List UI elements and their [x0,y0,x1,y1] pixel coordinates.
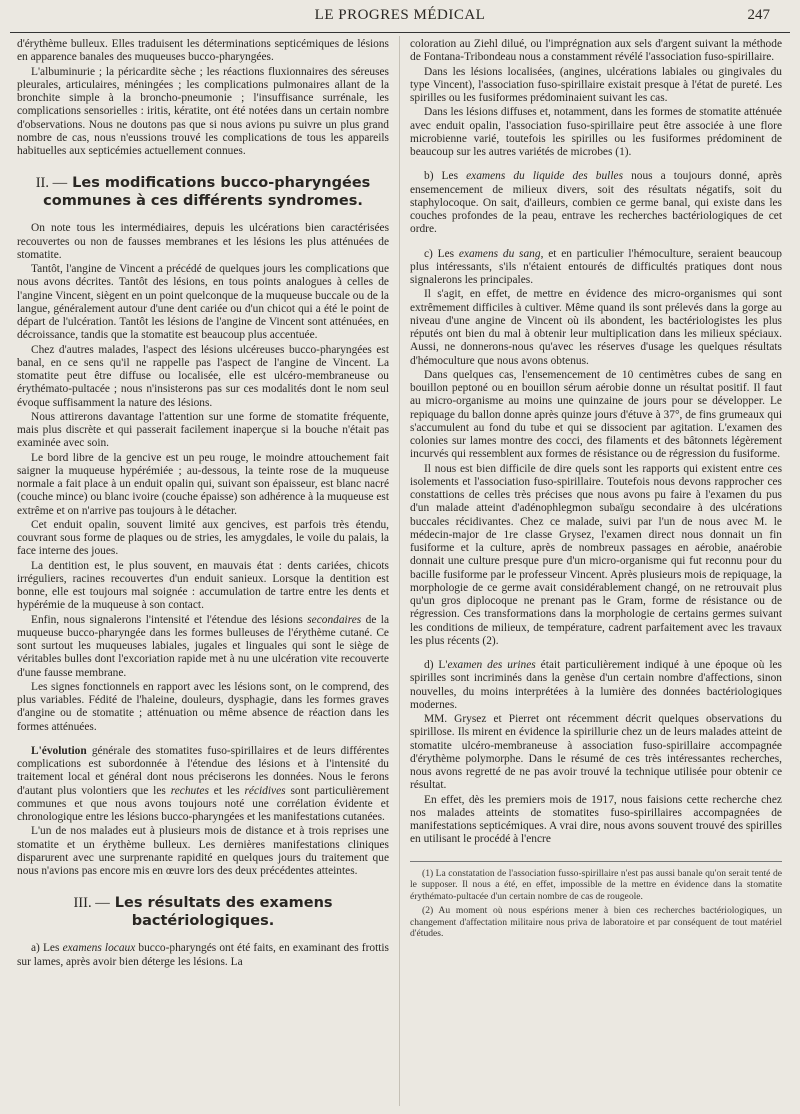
paragraph: coloration au Ziehl dilué, ou l'imprégnation aux sels d'argent suivant la méthode de Fontana-Tribondeau nous a constamment révélé l'association fuso-spirillaire. [410,38,782,64]
section-heading-ii [17,174,389,210]
text-run: a) Les [31,942,63,955]
header-rule [10,32,790,33]
text-run: c) Les [424,247,459,260]
section-number: II. — [35,175,68,192]
section-title: Les résultats des examens bactériologiques. [114,895,333,930]
paragraph [410,248,782,288]
text-run: était particulièrement indiqué à une époque où les spirilles sont incriminés dans la genèse d'un certain nombre d'affections, sinon nouvelles, du moins interprétées à la lumière des données bactériologiques modernes. [410,659,782,711]
paragraph: Nous attirerons davantage l'attention sur une forme de stomatite fréquente, mais plus discrète et qui passerait facilement inaperçue si la bouche n'était pas examinée avec soin. [17,410,389,450]
paragraph: Dans les lésions diffuses et, notamment, dans les formes de stomatite atténuée avec enduit opalin, l'association fuso-spirillaire peut être associée à une flore microbienne varié, toutefois les spirilles ou les fusiformes prédominent de beaucoup sur les autres variétés de microbes (1). [410,106,782,158]
text-run: b) Les [424,170,467,183]
paragraph: Il nous est bien difficile de dire quels sont les rapports qui existent entre ces isolements et l'association fuso-spirillaire. Toutefois nous devons rapprocher ces constattions de celles très précises que nous avons pu faire à l'examen du pus d'un malade atteint d'adénophlegmon subaïgu secondaire à des ulcérations buccales récidivantes. Chez ce malade, suivi par l'un de nous avec M. le médecin-major de 1re classe Grysez, l'examen direct nous donnait un fin fusiforme et la culture, après de nombreux passages en aérobie, anaérobie donnait une culture presque pure d'un micro-organisme qui fut reconnu pour du bacille fusiforme par le professeur Vincent. Après plusieurs mois de repiquage, la morphologie de ce germe avait considérablement changé, on ne retrouvait plus qu'un gros diplocoque ne prenant pas le Gram, forme de résistance ou de régression. Ces transformations dans la morphologie de certains germes suivant les conditions de milieux, de température, cadrent parfaitement avec les travaux les plus récents (2). [410,462,782,647]
italic-term: examens du sang [458,247,541,260]
italic-term: rechutes [170,784,209,797]
text-run: , et en particulier l'hémoculture, seraient beaucoup plus intéressants, s'ils n'étaient entourés de difficultés pratiques dont nous signalerons les principales. [410,247,782,286]
section-title: Les modifications bucco-pharyngées communes à ces différents syndromes. [43,175,371,210]
paragraph: On note tous les intermédiaires, depuis les ulcérations bien caractérisées recouvertes ou non de fausses membranes et les lésions les plus atténuées de stomatite. [17,222,389,261]
paragraph: Dans quelques cas, l'ensemencement de 10 centimètres cubes de sang en bouillon peptoné ou en bouillon sérum aérobie donne un résultat positif. Il faut au micro-organisme au moins une quinzaine de jours pour se développer. Le repiquage du ballon donne après quinze jours d'étuve à 37°, de fins grumeaux qui s'accumulent au fond du tube et qui se dissocient par agitation. L'examen des colonies sur lames montre des cocci, des filaments et des bâtonnets légèrement incurvés qui ressemblent aux formes de résistance ou de régression du fusiforme. [410,368,782,461]
paragraph: En effet, dès les premiers mois de 1917, nous faisions cette recherche chez nos malades atteints de stomatites fuso-spirillaires accompagnées de manifestations septicémiques. A vrai dire, nous avons souvent trouvé des spirilles en utilisant le procédé à l'encre [410,793,782,846]
italic-term: examen des urines [447,659,536,671]
paragraph: Cet enduit opalin, souvent limité aux gencives, est parfois très étendu, couvrant sous forme de plaques ou de stries, les amygdales, le voile du palais, la face interne des joues. [17,518,389,558]
italic-term: examens locaux [62,942,136,955]
paragraph: Le bord libre de la gencive est un peu rouge, le moindre attouchement fait saigner la muqueuse hypérémiée ; au-dessous, la teinte rose de la muqueuse normale a fait place à un enduit opalin qui, suivant son épaisseur, est blanc nacré (couche mince) ou blanc ivoire (couche épaisse) son adhérence à la muqueuse est extrême et on n'arrive pas toujours à le détacher. [17,451,389,517]
footnote-rule [410,861,782,862]
paragraph: Il s'agit, en effet, de mettre en évidence des micro-organismes qui sont extrêmement difficiles à cultiver. Même quand ils sont prélevés dans la gorge au niveau d'une angine de Vincent où ils abondent, les bactériologistes les plus réputés ont bien du mal à obtenir leur multiplication dans les milieux spéciaux. Aussi, ne donnerons-nous qu'avec les réserves d'usage les quelques résultats d'hémoculture que nous avons obtenus. [410,288,782,367]
text-run: nous a toujours donné, après ensemencement de milieux divers, soit des résultats négatifs, soit du staphylocoque. On sait, d'ailleurs, combien ce germe banal, qui existe dans les couches profondes de la peau, entrave les recherches bactériologiques de cet ordre. [410,170,782,236]
text-run: bucco-pharyngés ont été faits, en examinant des frottis sur lames, après avoir bien déterge les lésions. La [17,942,389,968]
footnote: (2) Au moment où nous espérions mener à bien ces recherches bactériologiques, un changement d'affectation militaire nous priva de laboratoire et par conséquent de tout matériel d'études. [410,905,782,939]
paragraph [410,170,782,236]
text-run: et les [208,784,245,797]
right-column [410,38,782,1108]
text-run: de la muqueuse bucco-pharyngée dans les formes bulleuses de l'érythème cutané. Ce sont surtout les muqueuses labiales, jugales et linguales qui sont le siège de véritables bulles dont l'excoriation rapide met à nu une ulcération vite recouverte d'une fausse membrane. [17,613,389,679]
paragraph [17,614,389,680]
italic-term: récidives [244,784,286,797]
paragraph [17,942,389,969]
column-divider [399,36,400,1106]
italic-term: examens du liquide des bulles [466,170,623,183]
section-heading-iii [17,894,389,930]
paragraph: d'érythème bulleux. Elles traduisent les déterminations septicémiques de lésions en apparence banales des muqueuses bucco-pharyngées. [17,38,389,64]
footnote: (1) La constatation de l'association fusso-spirillaire n'est pas aussi banale qu'on serait tenté de le supposer. Il nous a été, en effet, impossible de la mettre en évidence dans la stomatite érythémato-pultacée d'un certain nombre de cas de rougeole. [410,867,782,902]
paragraph: MM. Grysez et Pierret ont récemment décrit quelques observations du spirillose. Ils mirent en évidence la spirillurie chez un de leurs malades atteint de stomatite ulcéro-membraneuse à association fuso-spirillaire accompagnée d'érythème polymorphe. Dans le résumé de ces très intéressantes recherches, nous avons regretté de ne pas avoir trouvé la technique utilisée pour obtenir ce résultat. [410,713,782,792]
page-number: 247 [747,7,770,23]
paragraph: Les signes fonctionnels en rapport avec les lésions sont, on le comprend, des plus variables. Fédité de l'haleine, douleurs, dysphagie, dans les formes graves d'angine ou de stomatite ; atténuation ou même absence de réaction dans les formes atténuées. [17,680,389,733]
paragraph [410,659,782,712]
paragraph: Dans les lésions localisées, (angines, ulcérations labiales ou gingivales du type Vincent), l'association fuso-spirillaire existait presque à l'état de pureté. Les spirilles ou les fusiformes prédominaient suivant les cas. [410,65,782,104]
text-run: Enfin, nous signalerons l'intensité et l'étendue des lésions [31,613,308,626]
paragraph: Tantôt, l'angine de Vincent a précédé de quelques jours les complications que nous avons décrites. Tantôt des lésions, en tous points analogues à celles de l'angine Vincent, siègent en un point quelconque de la muqueuse buccale ou de la langue, généralement autour d'une dent cariée ou d'un chicot qui a été le point de départ de l'ulcération. Tantôt les lésions de l'angine de Vincent sont atténuées, en décroissance, tandis que la stomatite est beaucoup plus accentuée. [17,263,389,342]
italic-term: secondaires [307,613,362,626]
paragraph: L'un de nos malades eut à plusieurs mois de distance et à trois reprises une stomatite et un érythème bulleux. Les dernières manifestations cliniques disparurent avec une surprenante rapidité en quelques jours du traitement que nous n'avions pas encore mis en œuvre lors des deux précédentes atteintes. [17,825,389,877]
paragraph: L'albuminurie ; la péricardite sèche ; les réactions fluxionnaires des séreuses pleurales, articulaires, méningées ; les complications pulmonaires allant de la bronchite simple à la broncho-pneumonie ; l'insuffisance surrénale, les complications sensorielles : iritis, kératite, ont été notées dans un certain nombre d'observations. Nous ne doutons pas que si nous avions pu suivre un plus grand nombre de cas, nous n'eussions trouvé les complications de tous les appareils habituelles aux septicémies actuellement connues. [17,65,389,157]
paragraph: La dentition est, le plus souvent, en mauvais état : dents cariées, chicots irréguliers, racines recouvertes d'un enduit sanieux. Lorsque la dentition est bonne, elle est toujours mal soignée : accumulation de tartre entre les dents et hypérémie de la muqueuse à son contact. [17,559,389,612]
text-run: d) L' [424,659,448,671]
journal-title: LE PROGRES MÉDICAL [314,7,486,23]
paragraph: Chez d'autres malades, l'aspect des lésions ulcéreuses bucco-pharyngées est banal, en ce sens qu'il ne rappelle pas l'aspect de l'angine de Vincent. La stomatite peut être diffuse ou localisée, elle est ulcéro-membraneuse ou érythémato-pultacée ; nous n'insisterons pas sur ces modalités dont le nom seul évoque suffisamment la nature des lésions. [17,343,389,409]
text-run: sont particulièrement communes et que nous avons toujours noté une corrélation évidente et chronologique entre les lésions bucco-pharyngées et les manifestations cutanées. [17,784,389,823]
left-column [17,38,389,1108]
bold-term: L'évolution [31,744,87,757]
section-number: III. — [73,895,110,912]
paragraph [17,745,389,825]
text-run: générale des stomatites fuso-spirillaires et de leurs différentes complications est subordonnée à l'étendue des lésions et à l'intensité du traitement local et général dont nous préciserons les données. Nous le ferons d'autant plus volontiers que les [17,744,389,797]
page-header [0,6,800,28]
